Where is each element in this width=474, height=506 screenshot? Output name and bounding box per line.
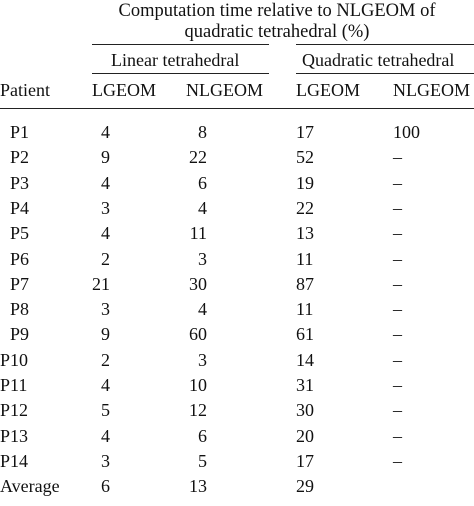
quadratic-nlgeom-cell: – — [393, 249, 402, 269]
linear-nlgeom-cell: 6 — [198, 426, 207, 446]
linear-nlgeom-cell: 5 — [198, 451, 207, 471]
patient-cell: P3 — [10, 173, 30, 193]
linear-lgeom-cell: 3 — [101, 198, 110, 218]
linear-lgeom-cell: 3 — [101, 299, 110, 319]
quadratic-lgeom-cell: 29 — [296, 476, 314, 496]
quadratic-subheader-rule — [296, 73, 474, 74]
patient-cell: P11 — [0, 375, 28, 395]
patient-cell: P5 — [10, 223, 30, 243]
quadratic-lgeom-header: LGEOM — [296, 80, 360, 100]
patient-column-header: Patient — [0, 80, 50, 100]
quadratic-lgeom-cell: 20 — [296, 426, 314, 446]
patient-cell: P13 — [0, 426, 29, 446]
quadratic-nlgeom-cell: – — [393, 324, 402, 344]
patient-cell: P4 — [10, 198, 30, 218]
linear-nlgeom-cell: 4 — [198, 299, 207, 319]
quadratic-lgeom-cell: 22 — [296, 198, 314, 218]
linear-lgeom-cell: 4 — [101, 375, 110, 395]
patient-cell: P12 — [0, 400, 29, 420]
linear-nlgeom-cell: 13 — [189, 476, 207, 496]
header-bottom-rule — [0, 108, 474, 109]
linear-lgeom-cell: 4 — [101, 426, 110, 446]
patient-cell: P2 — [10, 147, 30, 167]
linear-lgeom-cell: 9 — [101, 324, 110, 344]
quadratic-nlgeom-cell: – — [393, 173, 402, 193]
quadratic-lgeom-cell: 13 — [296, 223, 314, 243]
quadratic-nlgeom-cell: – — [393, 426, 402, 446]
quadratic-lgeom-cell: 14 — [296, 350, 314, 370]
linear-nlgeom-header: NLGEOM — [186, 80, 263, 100]
linear-lgeom-cell: 4 — [101, 173, 110, 193]
quadratic-lgeom-cell: 87 — [296, 274, 314, 294]
linear-nlgeom-cell: 10 — [189, 375, 207, 395]
quadratic-nlgeom-cell: – — [393, 400, 402, 420]
linear-nlgeom-cell: 22 — [189, 147, 207, 167]
quadratic-nlgeom-cell: – — [393, 350, 402, 370]
linear-nlgeom-cell: 30 — [189, 274, 207, 294]
linear-nlgeom-cell: 4 — [198, 198, 207, 218]
linear-subheader-rule — [92, 73, 269, 74]
linear-lgeom-cell: 5 — [101, 400, 110, 420]
quadratic-lgeom-cell: 19 — [296, 173, 314, 193]
linear-lgeom-cell: 3 — [101, 451, 110, 471]
patient-cell: P8 — [10, 299, 30, 319]
quadratic-nlgeom-header: NLGEOM — [393, 80, 470, 100]
linear-tetrahedral-header: Linear tetrahedral — [111, 50, 240, 70]
quadratic-nlgeom-cell: – — [393, 451, 402, 471]
patient-cell: P6 — [10, 249, 30, 269]
quadratic-nlgeom-cell: – — [393, 223, 402, 243]
quadratic-lgeom-cell: 52 — [296, 147, 314, 167]
quadratic-lgeom-cell: 61 — [296, 324, 314, 344]
patient-cell: P10 — [0, 350, 29, 370]
table-title-line-1: Computation time relative to NLGEOM of — [118, 1, 436, 21]
linear-lgeom-cell: 21 — [92, 274, 110, 294]
linear-lgeom-cell: 2 — [101, 249, 110, 269]
quadratic-lgeom-cell: 11 — [296, 249, 314, 269]
quadratic-group-rule — [296, 44, 474, 45]
quadratic-nlgeom-cell: – — [393, 147, 402, 167]
quadratic-nlgeom-cell: – — [393, 299, 402, 319]
linear-lgeom-cell: 4 — [101, 223, 110, 243]
patient-cell: P7 — [10, 274, 30, 294]
quadratic-lgeom-cell: 11 — [296, 299, 314, 319]
quadratic-lgeom-cell: 30 — [296, 400, 314, 420]
linear-nlgeom-cell: 8 — [198, 122, 207, 142]
patient-cell: P9 — [10, 324, 30, 344]
linear-nlgeom-cell: 11 — [189, 223, 207, 243]
quadratic-tetrahedral-header: Quadratic tetrahedral — [302, 50, 455, 70]
patient-cell: Average — [0, 476, 60, 496]
linear-nlgeom-cell: 12 — [189, 400, 207, 420]
linear-nlgeom-cell: 3 — [198, 350, 207, 370]
quadratic-lgeom-cell: 17 — [296, 122, 314, 142]
linear-lgeom-cell: 9 — [101, 147, 110, 167]
quadratic-nlgeom-cell: – — [393, 198, 402, 218]
linear-lgeom-header: LGEOM — [92, 80, 156, 100]
patient-cell: P1 — [10, 122, 30, 142]
linear-lgeom-cell: 2 — [101, 350, 110, 370]
linear-nlgeom-cell: 3 — [198, 249, 207, 269]
linear-nlgeom-cell: 60 — [189, 324, 207, 344]
patient-cell: P14 — [0, 451, 29, 471]
quadratic-nlgeom-cell: 100 — [393, 122, 420, 142]
linear-lgeom-cell: 6 — [101, 476, 110, 496]
linear-lgeom-cell: 4 — [101, 122, 110, 142]
quadratic-lgeom-cell: 17 — [296, 451, 314, 471]
linear-group-rule — [92, 44, 269, 45]
quadratic-lgeom-cell: 31 — [296, 375, 314, 395]
linear-nlgeom-cell: 6 — [198, 173, 207, 193]
quadratic-nlgeom-cell: – — [393, 274, 402, 294]
quadratic-nlgeom-cell: – — [393, 375, 402, 395]
table-title-line-2: quadratic tetrahedral (%) — [184, 22, 370, 42]
